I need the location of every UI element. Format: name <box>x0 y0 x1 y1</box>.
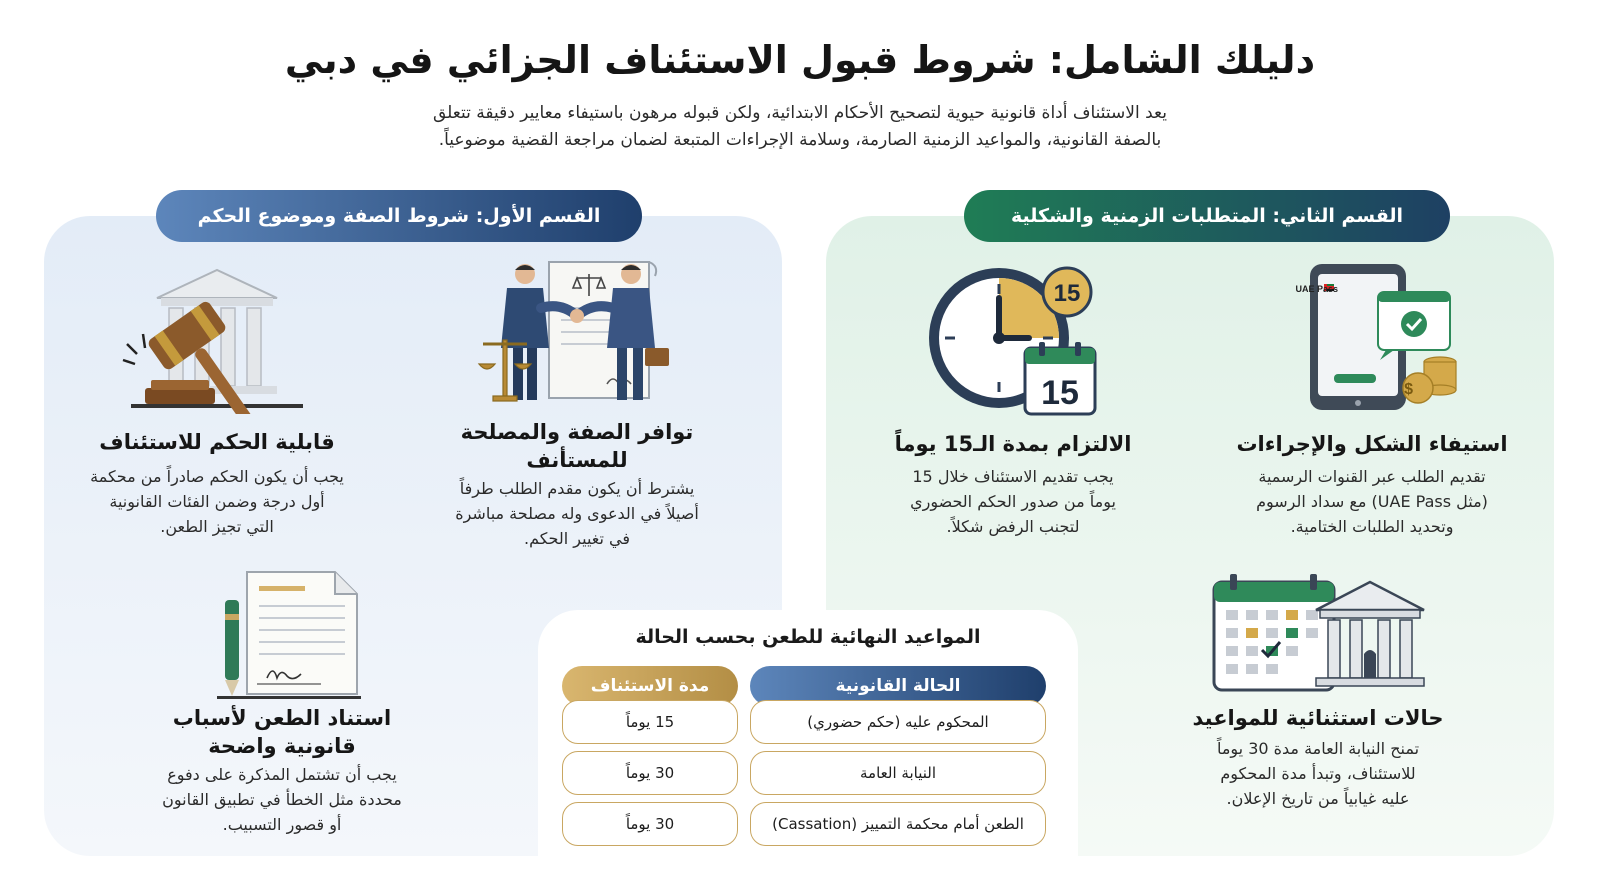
table-cell-period: 30 يوماً <box>562 802 738 846</box>
section-two-title: القسم الثاني: المتطلبات الزمنية والشكلية <box>964 190 1450 242</box>
intro-text <box>330 100 1270 154</box>
card-description: تمنح النيابة العامة مدة 30 يوماً للاستئناف، وتبدأ مدة المحكوم عليه غيابياً من تاريخ الإعلان. <box>1216 739 1420 808</box>
card-standing-interest <box>432 256 722 556</box>
page-title: دليلك الشامل: شروط قبول الاستئناف الجزائي في دبي <box>284 38 1316 82</box>
handshake-scales-icon <box>477 256 677 416</box>
intro-line: بالصفة القانونية، والمواعيد الزمنية الصارمة، وسلامة الإجراءات المتبعة لضمان مراجعة القضية موضوعياً. <box>438 130 1162 150</box>
deadline-badge-number: 15 <box>1053 280 1081 307</box>
tablet-uae-pass-icon <box>1282 262 1462 412</box>
card-title: استيفاء الشكل والإجراءات <box>1236 432 1508 456</box>
card-description: يشترط أن يكون مقدم الطلب طرفاً أصيلاً في الدعوى وله مصلحة مباشرة في تغيير الحكم. <box>455 479 699 548</box>
card-description: يجب أن يكون الحكم صادراً من محكمة أول درجة وضمن الفئات القانونية التي تجيز الطعن. <box>90 467 344 536</box>
card-title: استناد الطعن لأسباب قانونية واضحة <box>172 706 392 758</box>
clock-calendar-icon <box>923 262 1103 416</box>
card-title: قابلية الحكم للاستئناف <box>99 430 335 454</box>
section-one-title: القسم الأول: شروط الصفة وموضوع الحكم <box>156 190 642 242</box>
card-15-day-deadline <box>868 262 1158 552</box>
card-form-procedures <box>1222 262 1522 552</box>
uae-pass-label: UAE Pass <box>1295 284 1338 294</box>
card-description: يجب تقديم الاستئناف خلال 15 يوماً من صدور الحكم الحضوري لتجنب الرفض شكلاً. <box>910 467 1116 536</box>
card-title: حالات استثنائية للمواعيد <box>1192 706 1444 730</box>
card-exceptional-deadlines <box>1158 570 1478 830</box>
intro-line: يعد الاستئناف أداة قانونية حيوية لتصحيح الأحكام الابتدائية، ولكن قبوله مرهون باستيفاء معايير دقيقة تتعلق <box>433 103 1167 123</box>
card-description: يجب أن تشتمل المذكرة على دفوع محددة مثل الخطأ في تطبيق القانون أو قصور التسبيب. <box>162 765 402 834</box>
gavel-courthouse-icon <box>117 264 317 414</box>
column-header-legal-status: الحالة القانونية <box>750 666 1046 706</box>
document-pen-icon <box>197 570 367 700</box>
table-cell-status: المحكوم عليه (حكم حضوري) <box>750 700 1046 744</box>
card-title: توافر الصفة والمصلحة للمستأنف <box>460 420 694 472</box>
table-cell-period: 15 يوماً <box>562 700 738 744</box>
calendar-day-number: 15 <box>1041 374 1079 412</box>
card-appealability <box>72 256 362 546</box>
card-title: الالتزام بمدة الـ15 يوماً <box>894 432 1132 456</box>
table-cell-period: 30 يوماً <box>562 751 738 795</box>
table-cell-status: النيابة العامة <box>750 751 1046 795</box>
svg-text:$: $ <box>1404 381 1413 398</box>
table-cell-status: الطعن أمام محكمة التمييز (Cassation) <box>750 802 1046 846</box>
column-header-appeal-period: مدة الاستئناف <box>562 666 738 706</box>
calendar-courthouse-icon <box>1206 570 1430 696</box>
card-description: تقديم الطلب عبر القنوات الرسمية (مثل UAE Pass) مع سداد الرسوم وتحديد الطلبات الختامية. <box>1256 467 1488 536</box>
table-title: المواعيد النهائية للطعن بحسب الحالة <box>635 626 981 648</box>
deadlines-table <box>538 610 1078 872</box>
card-legal-grounds <box>132 570 432 850</box>
